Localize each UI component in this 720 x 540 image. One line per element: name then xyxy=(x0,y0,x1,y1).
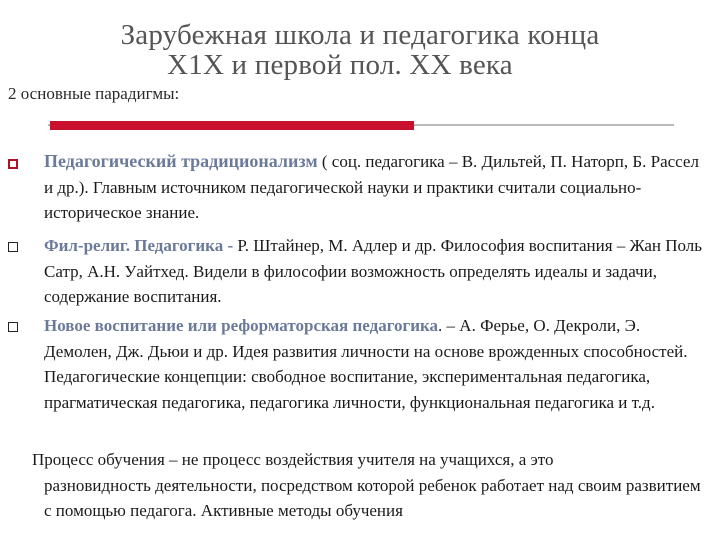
title-line-2: Х1Х и первой пол. ХХ века xyxy=(167,49,513,81)
bullet-item-2 xyxy=(8,233,708,310)
bullet-text: ( соц. педагогика – В. Дильтей, П. Наторп, Б. Рассел и др.). Главным источником педагогической науки и практики считали социально-историческое знание. xyxy=(44,152,699,222)
bullet-item-1 xyxy=(8,149,708,226)
square-bullet-icon xyxy=(8,159,18,169)
bullet-text: . – А. Ферье, О. Декроли, Э. Демолен, Дж. Дьюи и др. Идея развития личности на основе врожденных способностей. Педагогические концепции: свободное воспитание, экспериментальная педагогика, прагматическая педагогика, педагогика личности, функциональная педагогика и т.д. xyxy=(44,316,688,412)
slide-title xyxy=(0,20,720,80)
bullet-lead: Новое воспитание или реформаторская педагогика xyxy=(44,316,439,335)
bullet-lead: Фил-религ. Педагогика - xyxy=(44,236,234,255)
subtitle: 2 основные парадигмы: xyxy=(8,84,180,103)
square-bullet-icon xyxy=(8,242,18,252)
closing-paragraph xyxy=(24,447,710,524)
paragraph-first-line: Процесс обучения – не процесс воздействия учителя на учащихся, а это xyxy=(32,450,554,469)
bullet-item-3 xyxy=(8,313,708,415)
accent-bar xyxy=(50,121,414,130)
bullet-text: Р. Штайнер, М. Адлер и др. Философия воспитания – Жан Поль Сатр, А.Н. Уайтхед. Видели в философии возможность определять идеалы и задачи, содержание воспитания. xyxy=(44,236,703,306)
title-line-1: Зарубежная школа и педагогика конца xyxy=(120,19,600,51)
bullet-lead: Педагогический традиционализм xyxy=(44,151,318,171)
square-bullet-icon xyxy=(8,322,18,332)
paragraph-body: разновидность деятельности, посредством которой ребенок работает над своим развитием с помощью педагога. Активные методы обучения xyxy=(44,475,701,520)
